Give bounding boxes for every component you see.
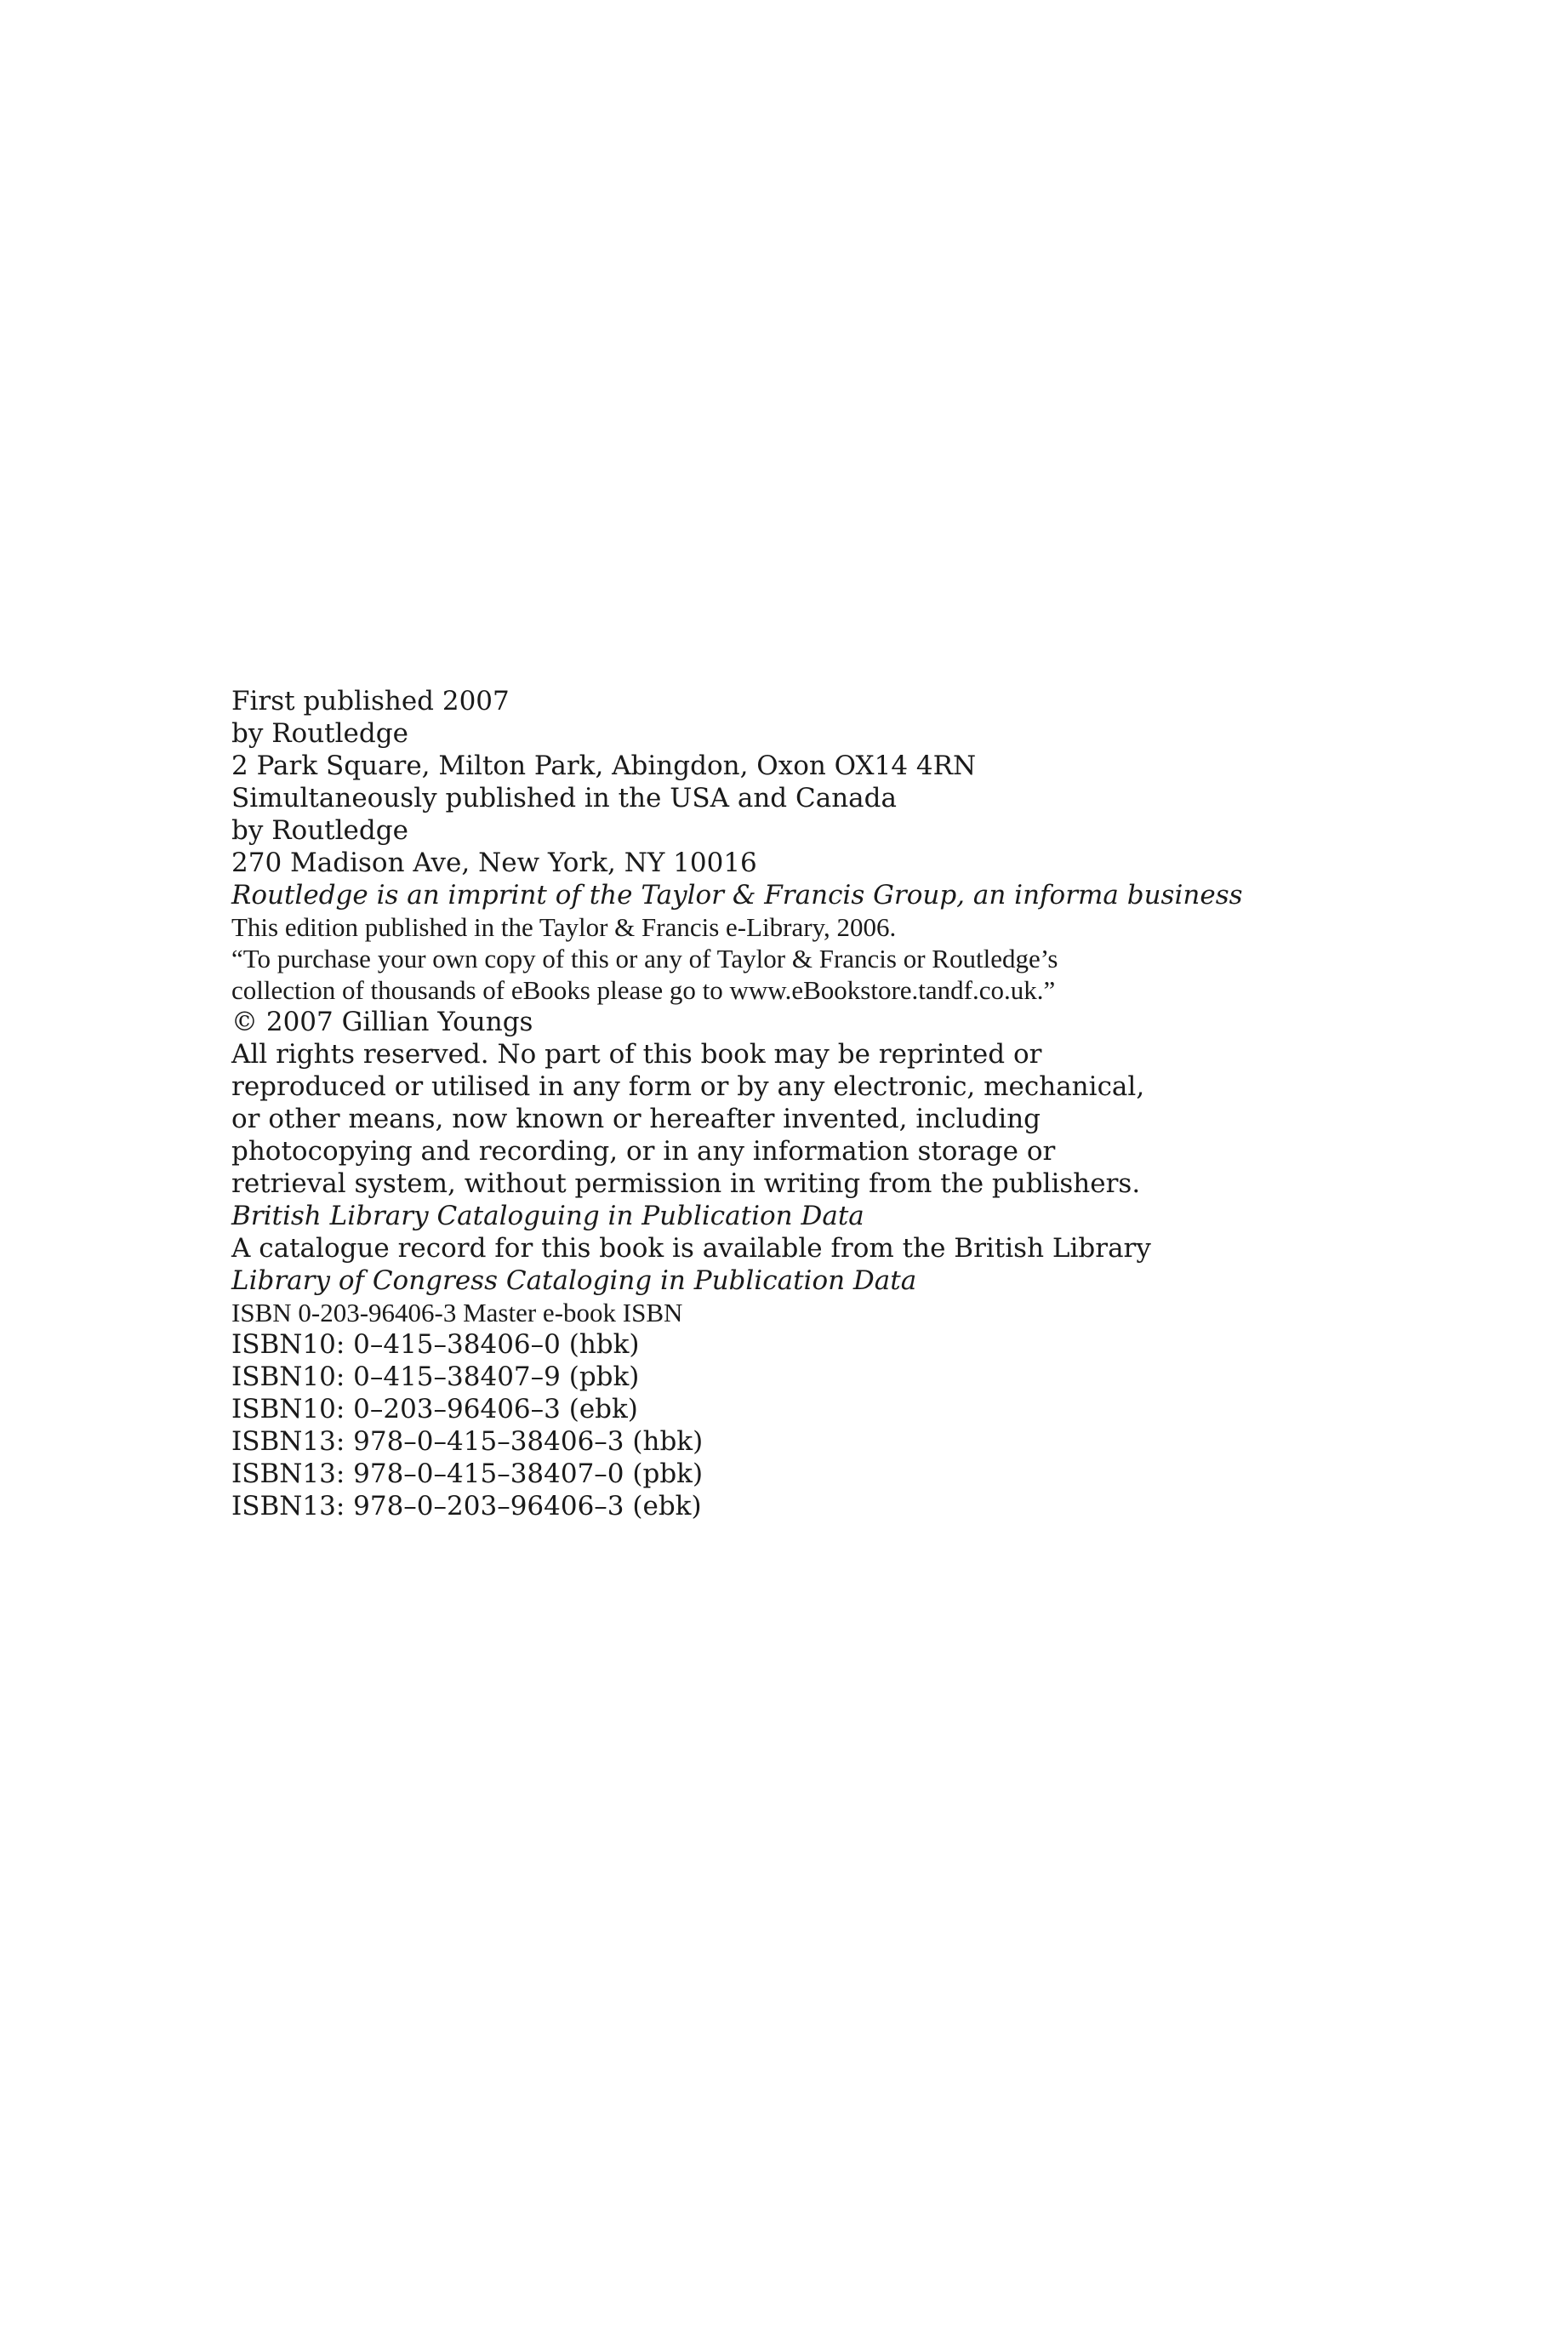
purchase-note	[231, 943, 1440, 1006]
usa-publisher-line: Simultaneously published in the USA and Canada	[231, 783, 897, 813]
publisher-line: by Routledge	[231, 718, 408, 749]
isbn10-block	[231, 1328, 1440, 1425]
isbn10-line: ISBN10: 0–415–38407–9 (pbk)	[231, 1362, 640, 1392]
rights-line: All rights reserved. No part of this book may be reprinted or	[231, 1039, 1042, 1070]
isbn10-line: ISBN10: 0–415–38406–0 (hbk)	[231, 1329, 640, 1360]
purchase-note-line: collection of thousands of eBooks please go to www.eBookstore.tandf.co.uk.”	[231, 975, 1056, 1005]
british-library-block	[231, 1200, 1440, 1264]
copyright-line: © 2007 Gillian Youngs	[231, 1007, 533, 1037]
master-isbn: ISBN 0-203-96406-3 Master e-book ISBN	[231, 1298, 683, 1327]
library-of-congress-heading: Library of Congress Cataloging in Publication Data	[231, 1265, 917, 1296]
british-library-text: A catalogue record for this book is available from the British Library	[231, 1233, 1151, 1264]
usa-publisher-line: 270 Madison Ave, New York, NY 10016	[231, 848, 757, 878]
publisher-line: 2 Park Square, Milton Park, Abingdon, Oxon OX14 4RN	[231, 751, 977, 781]
isbn13-line: ISBN13: 978–0–415–38406–3 (hbk)	[231, 1426, 704, 1457]
copyright-page	[231, 685, 1440, 1522]
rights-line: or other means, now known or hereafter invented, including	[231, 1104, 1041, 1134]
british-library-heading: British Library Cataloguing in Publication Data	[231, 1201, 864, 1231]
ebook-edition-note: This edition published in the Taylor & Francis e-Library, 2006.	[231, 912, 897, 942]
rights-line: photocopying and recording, or in any information storage or	[231, 1136, 1056, 1167]
rights-statement	[231, 1038, 1440, 1200]
rights-line: reproduced or utilised in any form or by any electronic, mechanical,	[231, 1071, 1145, 1102]
isbn13-block	[231, 1425, 1440, 1522]
usa-publisher-line: by Routledge	[231, 815, 408, 846]
isbn13-line: ISBN13: 978–0–415–38407–0 (pbk)	[231, 1459, 704, 1489]
isbn13-line: ISBN13: 978–0–203–96406–3 (ebk)	[231, 1491, 702, 1521]
publisher-line: First published 2007	[231, 686, 510, 716]
imprint-note: Routledge is an imprint of the Taylor & Francis Group, an informa business	[231, 880, 1243, 911]
purchase-note-line: “To purchase your own copy of this or any of Taylor & Francis or Routledge’s	[231, 944, 1058, 973]
isbn10-line: ISBN10: 0–203–96406–3 (ebk)	[231, 1394, 638, 1424]
rights-line: retrieval system, without permission in writing from the publishers.	[231, 1168, 1141, 1199]
usa-publisher-block	[231, 782, 1440, 879]
publisher-block	[231, 685, 1440, 782]
